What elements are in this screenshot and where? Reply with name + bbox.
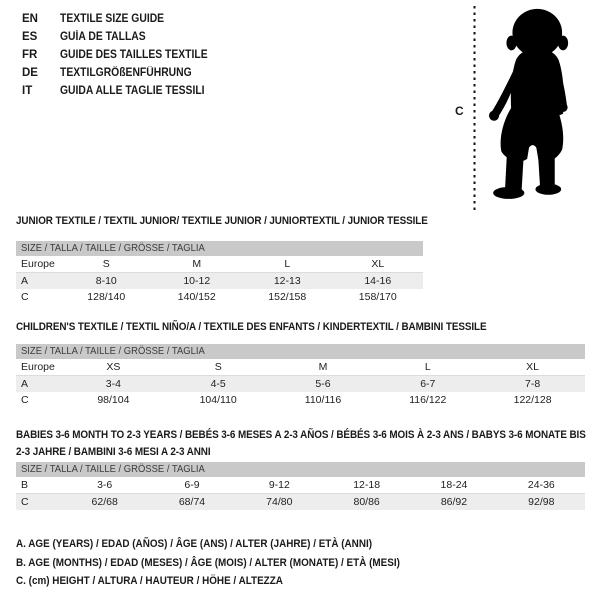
table-row — [16, 256, 423, 273]
table-row — [16, 273, 423, 290]
table-cell: M — [271, 359, 376, 376]
table-cell: S — [166, 359, 271, 376]
table-cell: L — [375, 359, 480, 376]
language-code: IT — [22, 85, 33, 97]
language-row-es — [22, 28, 224, 46]
table-cell: 7-8 — [525, 378, 541, 390]
table-cell: 12-18 — [323, 477, 410, 494]
table-cell: XL — [480, 359, 585, 376]
table-cell: 5-6 — [315, 378, 331, 390]
junior-table-title: JUNIOR TEXTILE / TEXTIL JUNIOR/ TEXTILE JUNIOR / JUNIORTEXTIL / JUNIOR TESSILE — [16, 215, 428, 227]
table-cell: 10-12 — [183, 275, 211, 287]
size-table-grid — [16, 359, 585, 408]
table-row — [16, 477, 585, 494]
language-code: DE — [22, 67, 38, 79]
table-cell: S — [61, 256, 152, 273]
table-cell: 9-12 — [236, 477, 323, 494]
legend-line-c: C. (cm) HEIGHT / ALTURA / HAUTEUR / HÖHE / ALTEZZA — [16, 575, 283, 587]
table-cell: 110/116 — [304, 394, 342, 406]
table-row — [16, 289, 423, 305]
language-row-en — [22, 10, 224, 28]
size-header-label: SIZE / TALLA / TAILLE / GRÖSSE / TAGLIA — [21, 345, 205, 357]
table-cell: XL — [333, 256, 424, 273]
size-header-label: SIZE / TALLA / TAILLE / GRÖSSE / TAGLIA — [21, 242, 205, 254]
measurement-legend — [16, 535, 443, 591]
size-header-label: SIZE / TALLA / TAILLE / GRÖSSE / TAGLIA — [21, 463, 205, 475]
row-label-cell: B — [16, 477, 61, 494]
table-cell: 8-10 — [95, 275, 117, 287]
row-label-cell: C — [21, 496, 29, 508]
table-cell: 12-13 — [273, 275, 301, 287]
table-cell: 6-9 — [148, 477, 235, 494]
language-row-it — [22, 82, 224, 100]
table-cell: 104/110 — [199, 394, 237, 406]
table-cell: 158/170 — [358, 291, 397, 303]
baby-silhouette — [489, 9, 568, 199]
table-cell: L — [242, 256, 333, 273]
language-code: EN — [22, 13, 38, 25]
table-cell: 116/122 — [409, 394, 447, 406]
row-label-cell: Europe — [16, 256, 61, 273]
measure-label-c: C — [455, 104, 464, 118]
language-label: GUÍA DE TALLAS — [60, 31, 146, 43]
table-cell: 3-4 — [105, 378, 121, 390]
language-list — [22, 10, 224, 100]
table-cell: XS — [61, 359, 166, 376]
table-row — [16, 392, 585, 408]
table-cell: M — [152, 256, 243, 273]
babies-size-table — [16, 462, 585, 510]
junior-size-table — [16, 241, 423, 305]
size-table-grid — [16, 256, 423, 305]
table-cell: 80/86 — [353, 496, 380, 508]
size-table-grid — [16, 477, 585, 510]
row-label-cell: C — [21, 394, 29, 406]
legend-line-b: B. AGE (MONTHS) / EDAD (MESES) / ÂGE (MOIS) / ALTER (MONATE) / ETÀ (MESI) — [16, 556, 400, 569]
language-label: GUIDA ALLE TAGLIE TESSILI — [60, 85, 205, 97]
children-size-table — [16, 344, 585, 408]
baby-figure — [450, 0, 580, 215]
table-cell: 74/80 — [266, 496, 293, 508]
table-cell: 122/128 — [513, 394, 552, 406]
babies-table-title: BABIES 3-6 MONTH TO 2-3 YEARS / BEBÉS 3-6 MESES A 2-3 AÑOS / BÉBÉS 3-6 MOIS À 2-3 ANS / BABYS 3-6 MONATE BIS 2-3 JAHRE / BAMBINI 3-6 MESI A 2-3 ANNI — [16, 429, 586, 458]
table-cell: 98/104 — [97, 394, 130, 406]
language-label: TEXTILE SIZE GUIDE — [60, 13, 165, 25]
row-label-cell: A — [21, 378, 29, 390]
language-label: GUIDE DES TAILLES TEXTILE — [60, 49, 208, 61]
table-row — [16, 359, 585, 376]
table-cell: 6-7 — [420, 378, 436, 390]
language-row-de — [22, 64, 224, 82]
language-row-fr — [22, 46, 224, 64]
size-header-bar — [16, 241, 423, 256]
table-cell: 68/74 — [178, 496, 206, 508]
row-label-cell: C — [21, 291, 29, 303]
table-row — [16, 376, 585, 393]
table-cell: 18-24 — [410, 477, 497, 494]
table-cell: 92/98 — [528, 496, 555, 508]
size-header-bar — [16, 344, 585, 359]
row-label-cell: A — [21, 275, 29, 287]
table-cell: 24-36 — [498, 477, 585, 494]
table-cell: 152/158 — [268, 291, 307, 303]
language-label: TEXTILGRÖßENFÜHRUNG — [60, 67, 192, 79]
language-code: FR — [22, 49, 38, 61]
table-cell: 128/140 — [87, 291, 126, 303]
table-cell: 86/92 — [440, 496, 468, 508]
table-row — [16, 494, 585, 511]
row-label-cell: Europe — [16, 359, 61, 376]
size-header-bar — [16, 462, 585, 477]
table-cell: 14-16 — [364, 275, 392, 287]
table-cell: 3-6 — [61, 477, 148, 494]
table-cell: 4-5 — [210, 378, 226, 390]
legend-line-a: A. AGE (YEARS) / EDAD (AÑOS) / ÂGE (ANS) / ALTER (JAHRE) / ETÀ (ANNI) — [16, 538, 373, 550]
language-code: ES — [22, 31, 38, 43]
table-cell: 140/152 — [177, 291, 216, 303]
children-table-title: CHILDREN'S TEXTILE / TEXTIL NIÑO/A / TEXTILE DES ENFANTS / KINDERTEXTIL / BAMBINI TESSILE — [16, 321, 487, 333]
table-cell: 62/68 — [91, 496, 118, 508]
